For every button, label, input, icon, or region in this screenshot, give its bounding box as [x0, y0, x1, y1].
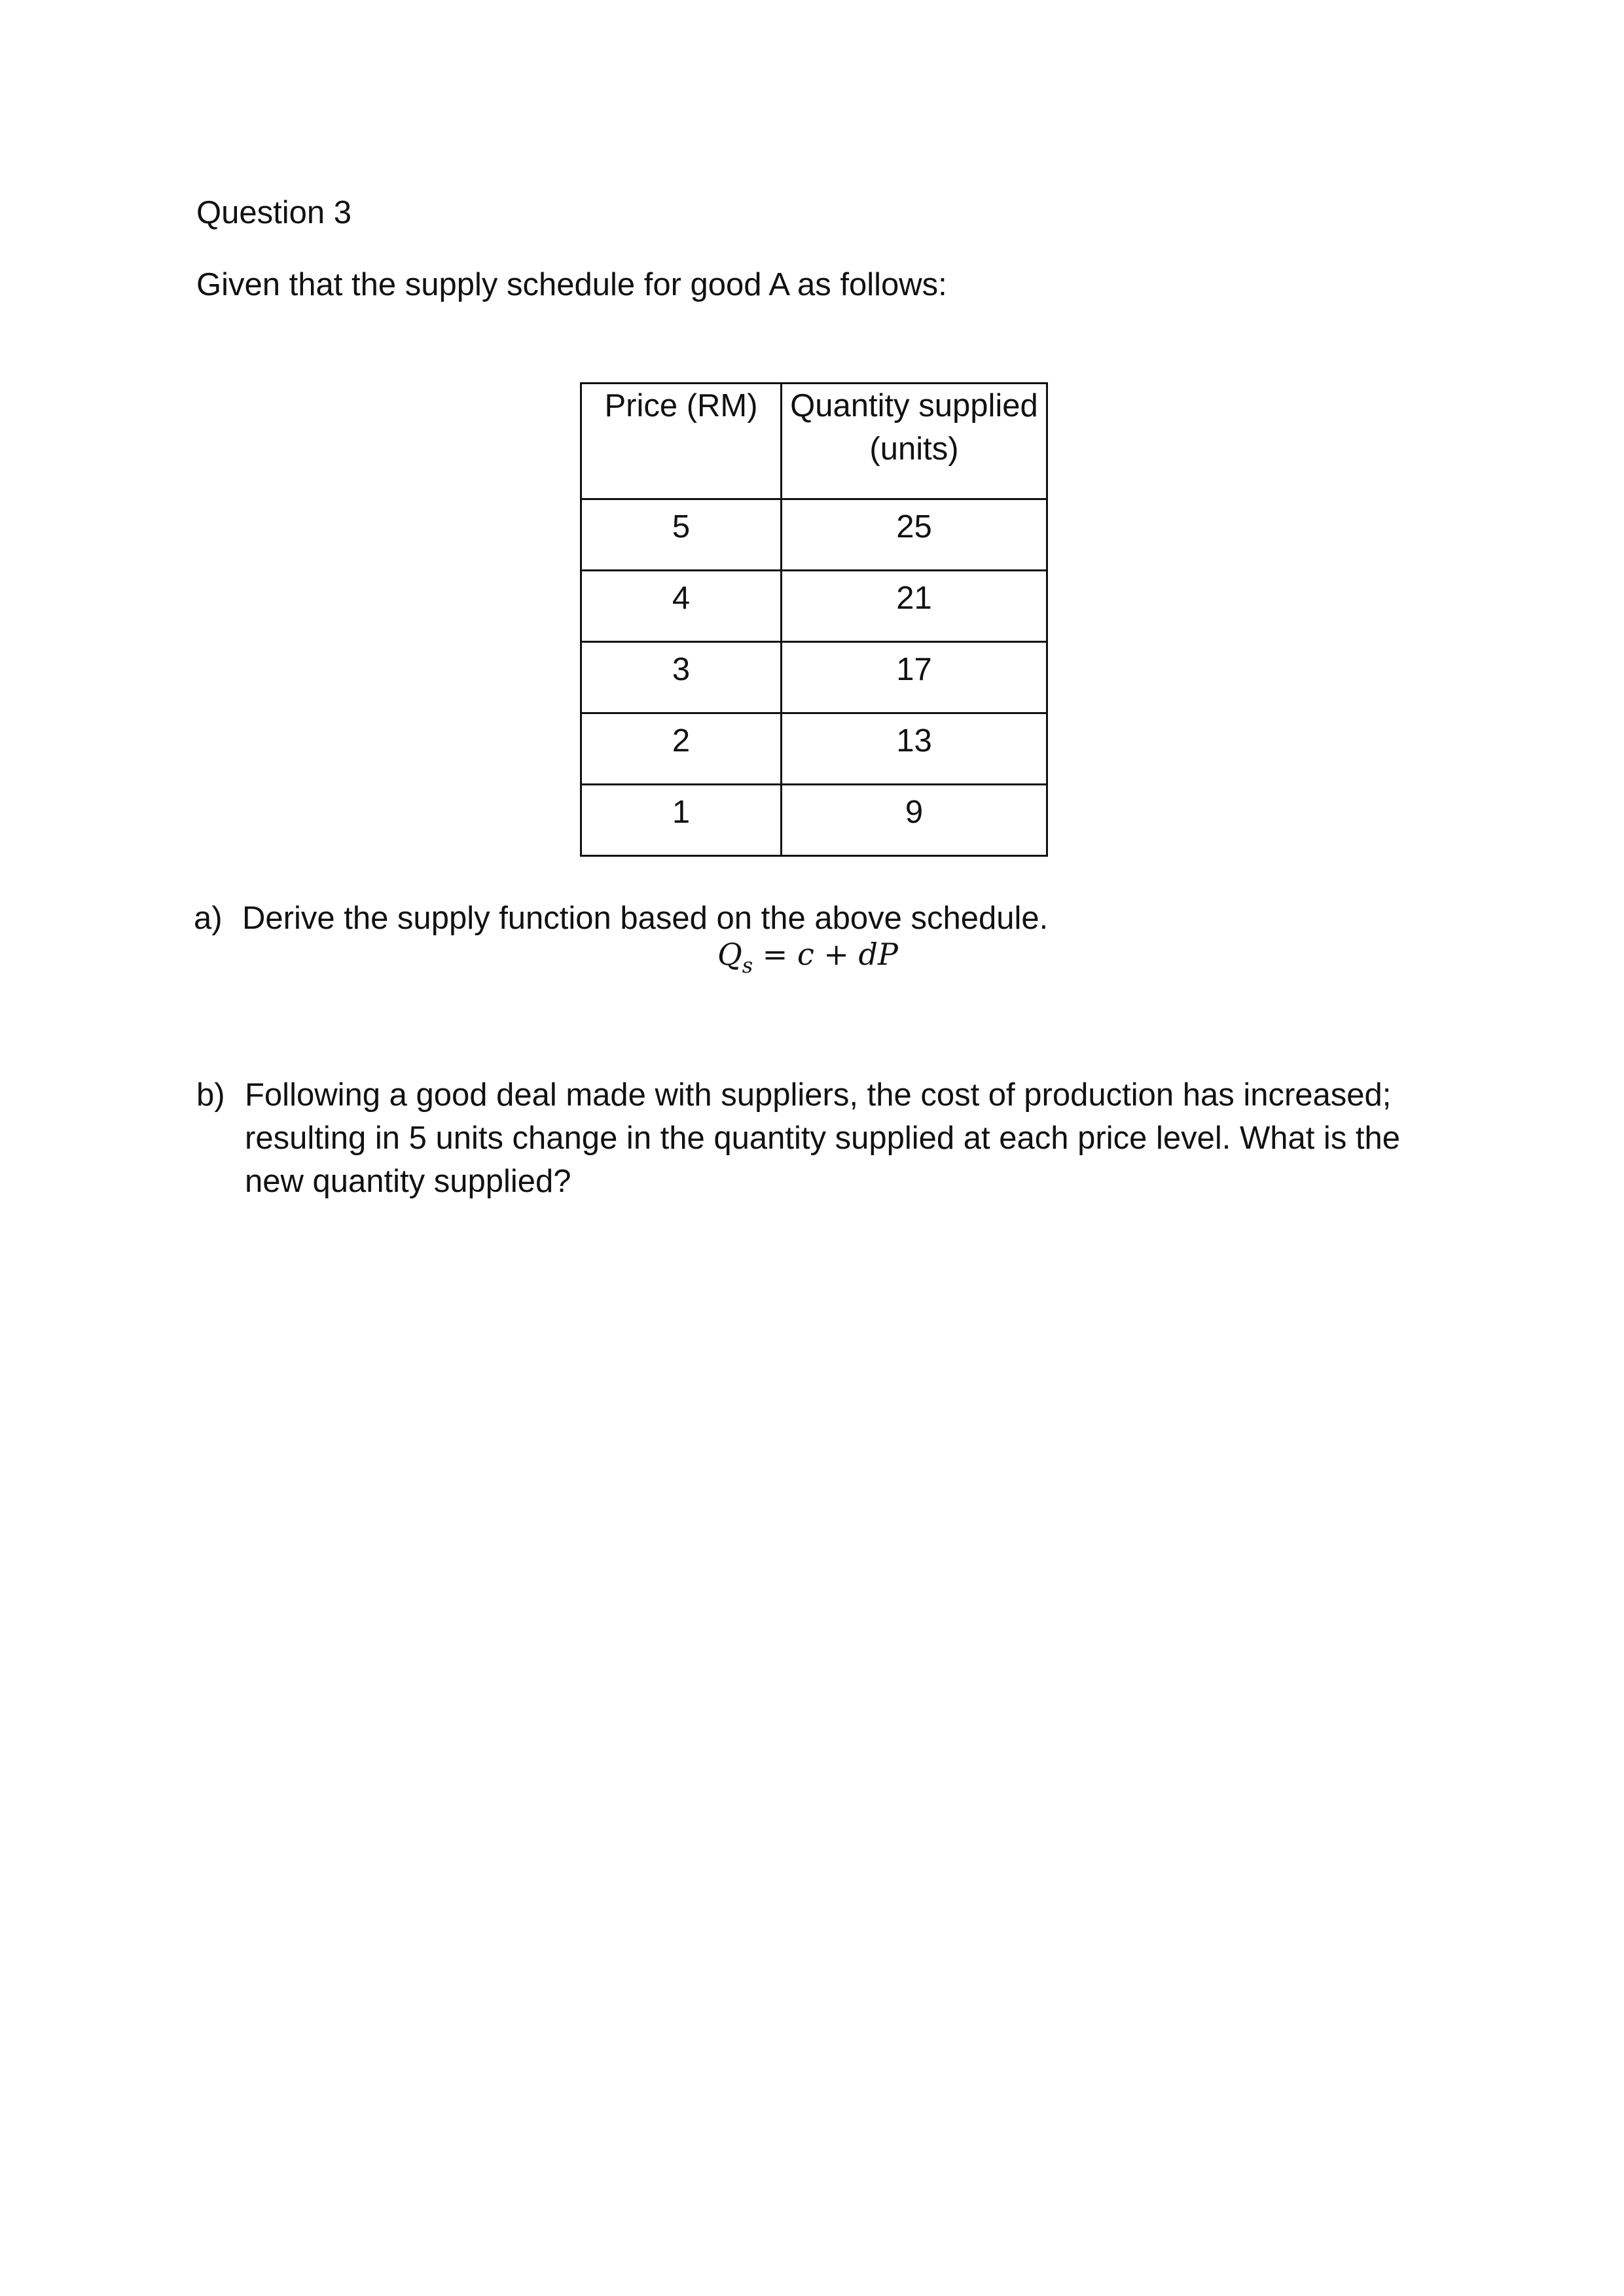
formula-q: Q	[717, 937, 742, 972]
formula-plus: +	[823, 937, 849, 972]
intro-text: Given that the supply schedule for good A as follows:	[196, 267, 947, 302]
cell-quantity: 13	[782, 713, 1047, 785]
cell-quantity: 17	[782, 642, 1047, 713]
supply-schedule-table	[580, 382, 1048, 857]
part-a-text: Derive the supply function based on the above schedule.	[242, 901, 1049, 936]
table-row	[581, 642, 1047, 713]
formula-dp: dP	[858, 937, 898, 972]
cell-price: 4	[581, 571, 782, 642]
part-b-text: Following a good deal made with suppliers, the cost of production has increased; resulting in 5 units change in the quantity supplied at each price level. What is the new quantity supplied?	[245, 1077, 1401, 1199]
table-row	[581, 785, 1047, 856]
part-b-label: b)	[196, 1077, 225, 1113]
cell-price: 3	[581, 642, 782, 713]
table-row	[581, 571, 1047, 642]
cell-price: 1	[581, 785, 782, 856]
question-title: Question 3	[196, 195, 352, 230]
table-row	[581, 499, 1047, 571]
formula-subscript: s	[742, 953, 753, 978]
part-a-label: a)	[194, 901, 223, 936]
question-part-b	[196, 1073, 1440, 1217]
cell-quantity: 9	[782, 785, 1047, 856]
formula-c: c	[797, 937, 814, 972]
table-row	[581, 713, 1047, 785]
cell-quantity: 25	[782, 499, 1047, 571]
cell-price: 5	[581, 499, 782, 571]
header-quantity: Quantity supplied (units)	[782, 384, 1047, 499]
supply-function-formula	[717, 935, 898, 985]
cell-price: 2	[581, 713, 782, 785]
header-price: Price (RM)	[581, 384, 782, 499]
table-header-row	[581, 384, 1047, 499]
formula-equals: =	[762, 937, 788, 972]
cell-quantity: 21	[782, 571, 1047, 642]
